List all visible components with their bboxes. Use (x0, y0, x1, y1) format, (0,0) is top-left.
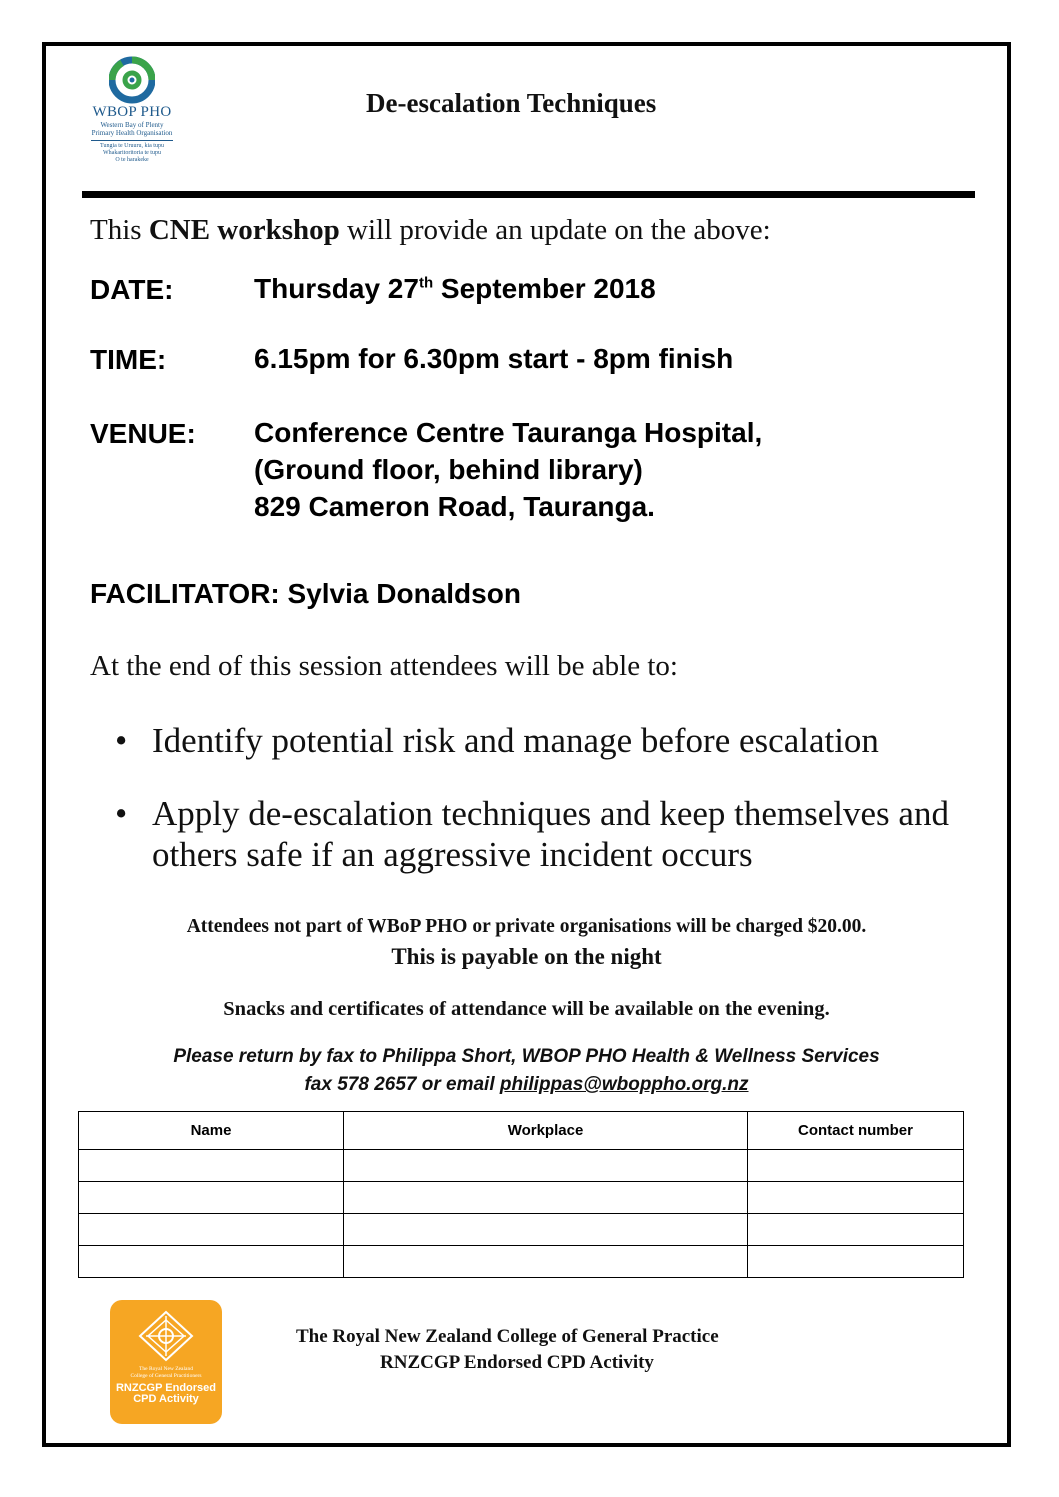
bullet-icon: • (115, 721, 128, 760)
contact-cell[interactable] (748, 1150, 964, 1182)
name-cell[interactable] (79, 1182, 344, 1214)
page-frame (42, 42, 1011, 1447)
koru-logo-icon (109, 54, 155, 106)
column-header-workplace: Workplace (344, 1112, 748, 1150)
logo-motto-1: Tungia te Uruuru, kia tupu (100, 143, 164, 149)
badge-label-2: CPD Activity (133, 1393, 199, 1405)
time-value: 6.15pm for 6.30pm start - 8pm finish (254, 343, 734, 374)
date-sup: th (418, 274, 434, 292)
logo-subtitle-1: Western Bay of Plenty (100, 121, 164, 129)
college-crest-icon (138, 1310, 194, 1362)
name-cell[interactable] (79, 1150, 344, 1182)
badge-caption-1: The Royal New Zealand (139, 1366, 193, 1372)
logo-divider (91, 140, 173, 141)
date-label: DATE: (90, 274, 174, 305)
contact-cell[interactable] (748, 1182, 964, 1214)
table-row (79, 1246, 964, 1278)
table-row (79, 1150, 964, 1182)
contact-cell[interactable] (748, 1214, 964, 1246)
return-instructions: Please return by fax to Philippa Short, WBOP PHO Health & Wellness Services (173, 1046, 880, 1067)
badge-caption-2: College of General Practitioners (130, 1373, 202, 1379)
snacks-note: Snacks and certificates of attendance will be available on the evening. (223, 998, 830, 1020)
intro-suffix: will provide an update on the above: (339, 214, 771, 246)
logo-subtitle-2: Primary Health Organisation (91, 129, 173, 137)
facilitator: FACILITATOR: Sylvia Donaldson (90, 578, 521, 609)
date-pre: Thursday 27 (254, 273, 419, 304)
fee-note: Attendees not part of WBoP PHO or private organisations will be charged $20.00. (186, 916, 867, 937)
workplace-cell[interactable] (344, 1214, 748, 1246)
objectives-list (112, 720, 982, 907)
time-label: TIME: (90, 344, 167, 375)
bullet-icon: • (115, 794, 128, 833)
date-post: September 2018 (433, 273, 656, 304)
name-cell[interactable] (79, 1214, 344, 1246)
list-item (112, 720, 982, 761)
objective-text: Apply de-escalation techniques and keep themselves and others safe if an aggressive incident occurs (152, 794, 949, 874)
intro-text (90, 214, 771, 247)
footer-endorsement: RNZCGP Endorsed CPD Activity (380, 1352, 654, 1373)
footer-college: The Royal New Zealand College of General Practice (296, 1326, 719, 1347)
table-header-row (79, 1112, 964, 1150)
venue-value (254, 414, 762, 525)
logo-motto-2: Whakaritoritoria te tupu (103, 150, 161, 156)
column-header-name: Name (79, 1112, 344, 1150)
venue-line-1: Conference Centre Tauranga Hospital, (254, 417, 763, 448)
return-fax: fax 578 2657 or email (304, 1074, 500, 1095)
column-header-contact: Contact number (748, 1112, 964, 1150)
fee-payable: This is payable on the night (391, 944, 662, 969)
workplace-cell[interactable] (344, 1246, 748, 1278)
badge-label-1: RNZCGP Endorsed (115, 1382, 217, 1394)
contact-cell[interactable] (748, 1246, 964, 1278)
page-title: De-escalation Techniques (366, 88, 657, 118)
objective-text: Identify potential risk and manage before escalation (152, 721, 879, 760)
return-contact (46, 1074, 1007, 1096)
venue-line-3: 829 Cameron Road, Tauranga. (254, 491, 655, 522)
workplace-cell[interactable] (344, 1182, 748, 1214)
table-row (79, 1182, 964, 1214)
date-value (254, 270, 656, 307)
venue-line-2: (Ground floor, behind library) (254, 454, 643, 485)
name-cell[interactable] (79, 1246, 344, 1278)
list-item (112, 793, 982, 875)
intro-prefix: This (90, 214, 149, 246)
header-rule (82, 191, 975, 198)
workplace-cell[interactable] (344, 1150, 748, 1182)
table-row (79, 1214, 964, 1246)
wbop-logo (82, 54, 182, 164)
email-link[interactable]: philippas@wboppho.org.nz (499, 1074, 749, 1095)
objectives-intro: At the end of this session attendees will be able to: (90, 650, 678, 682)
logo-name: WBOP PHO (92, 104, 172, 120)
intro-bold: CNE workshop (148, 214, 340, 246)
registration-table (78, 1111, 964, 1278)
logo-motto-3: O te harakeke (115, 157, 149, 163)
rnzcgp-badge (110, 1300, 222, 1424)
venue-label: VENUE: (90, 418, 196, 449)
